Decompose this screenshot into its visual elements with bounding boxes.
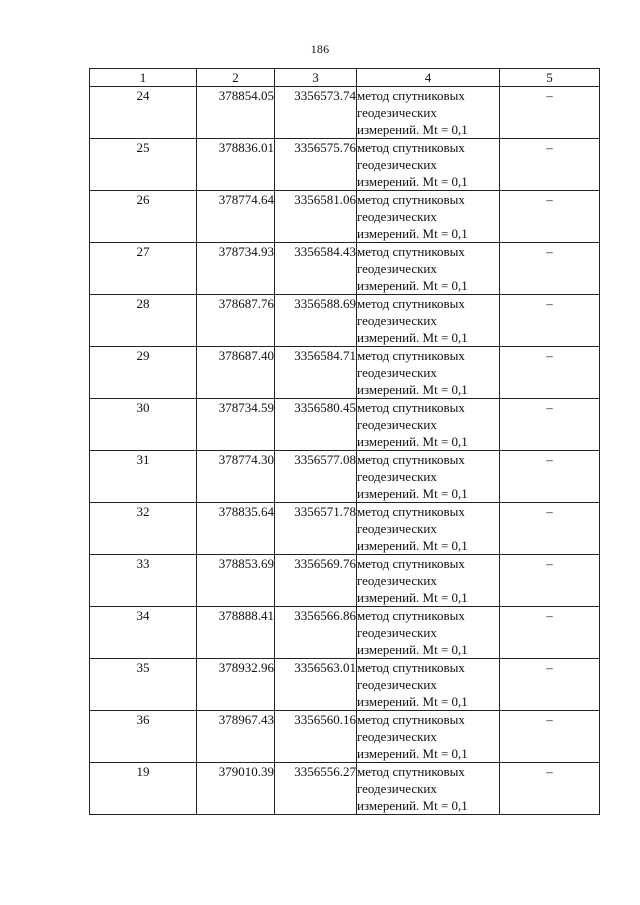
column-5-cell: – (500, 451, 600, 503)
point-number-cell: 28 (90, 295, 197, 347)
method-cell (357, 295, 500, 347)
table-row (90, 243, 600, 295)
point-number-cell: 35 (90, 659, 197, 711)
method-line-2: геодезических (357, 261, 437, 276)
y-coordinate-cell: 3356571.78 (275, 503, 357, 555)
method-cell (357, 347, 500, 399)
coordinates-table (89, 68, 600, 815)
x-coordinate-cell: 378853.69 (197, 555, 275, 607)
method-line-1: метод спутниковых (357, 504, 465, 519)
method-cell (357, 555, 500, 607)
method-line-3: измерений. Mt = 0,1 (357, 798, 468, 813)
table-row (90, 347, 600, 399)
y-coordinate-cell: 3356575.76 (275, 139, 357, 191)
table-row (90, 503, 600, 555)
column-5-cell: – (500, 607, 600, 659)
y-coordinate-cell: 3356569.76 (275, 555, 357, 607)
method-cell (357, 711, 500, 763)
method-line-1: метод спутниковых (357, 452, 465, 467)
method-cell (357, 139, 500, 191)
y-coordinate-cell: 3356584.43 (275, 243, 357, 295)
method-cell (357, 243, 500, 295)
method-cell (357, 191, 500, 243)
point-number-cell: 36 (90, 711, 197, 763)
point-number-cell: 24 (90, 87, 197, 139)
method-line-3: измерений. Mt = 0,1 (357, 590, 468, 605)
x-coordinate-cell: 378774.30 (197, 451, 275, 503)
method-line-2: геодезических (357, 417, 437, 432)
point-number-cell: 31 (90, 451, 197, 503)
method-line-2: геодезических (357, 105, 437, 120)
column-header-2: 2 (197, 69, 275, 87)
method-cell (357, 87, 500, 139)
page-number: 186 (310, 42, 330, 56)
column-5-cell: – (500, 295, 600, 347)
x-coordinate-cell: 378687.40 (197, 347, 275, 399)
point-number-cell: 27 (90, 243, 197, 295)
method-line-2: геодезических (357, 625, 437, 640)
column-5-cell: – (500, 399, 600, 451)
table-row (90, 399, 600, 451)
method-line-1: метод спутниковых (357, 660, 465, 675)
x-coordinate-cell: 378774.64 (197, 191, 275, 243)
table-row (90, 295, 600, 347)
y-coordinate-cell: 3356560.16 (275, 711, 357, 763)
column-5-cell: – (500, 503, 600, 555)
method-cell (357, 503, 500, 555)
column-5-cell: – (500, 87, 600, 139)
table-row (90, 711, 600, 763)
column-5-cell: – (500, 555, 600, 607)
y-coordinate-cell: 3356566.86 (275, 607, 357, 659)
x-coordinate-cell: 378854.05 (197, 87, 275, 139)
column-header-5: 5 (500, 69, 600, 87)
method-line-1: метод спутниковых (357, 608, 465, 623)
y-coordinate-cell: 3356588.69 (275, 295, 357, 347)
method-line-2: геодезических (357, 469, 437, 484)
point-number-cell: 29 (90, 347, 197, 399)
x-coordinate-cell: 378888.41 (197, 607, 275, 659)
method-line-1: метод спутниковых (357, 712, 465, 727)
y-coordinate-cell: 3356573.74 (275, 87, 357, 139)
table-row (90, 191, 600, 243)
y-coordinate-cell: 3356581.06 (275, 191, 357, 243)
point-number-cell: 32 (90, 503, 197, 555)
method-line-1: метод спутниковых (357, 556, 465, 571)
point-number-cell: 30 (90, 399, 197, 451)
column-header-3: 3 (275, 69, 357, 87)
x-coordinate-cell: 378836.01 (197, 139, 275, 191)
x-coordinate-cell: 378687.76 (197, 295, 275, 347)
method-cell (357, 607, 500, 659)
point-number-cell: 33 (90, 555, 197, 607)
y-coordinate-cell: 3356556.27 (275, 763, 357, 815)
x-coordinate-cell: 378967.43 (197, 711, 275, 763)
x-coordinate-cell: 378932.96 (197, 659, 275, 711)
method-line-3: измерений. Mt = 0,1 (357, 226, 468, 241)
column-5-cell: – (500, 191, 600, 243)
table-row (90, 763, 600, 815)
table-row (90, 139, 600, 191)
table-header (90, 69, 600, 87)
table-row (90, 87, 600, 139)
column-5-cell: – (500, 139, 600, 191)
x-coordinate-cell: 378734.59 (197, 399, 275, 451)
method-line-1: метод спутниковых (357, 192, 465, 207)
method-line-3: измерений. Mt = 0,1 (357, 486, 468, 501)
method-line-2: геодезических (357, 781, 437, 796)
method-line-3: измерений. Mt = 0,1 (357, 434, 468, 449)
method-line-1: метод спутниковых (357, 244, 465, 259)
method-line-2: геодезических (357, 677, 437, 692)
header-row (90, 69, 600, 87)
column-5-cell: – (500, 347, 600, 399)
x-coordinate-cell: 378835.64 (197, 503, 275, 555)
column-header-4: 4 (357, 69, 500, 87)
method-line-3: измерений. Mt = 0,1 (357, 694, 468, 709)
point-number-cell: 19 (90, 763, 197, 815)
method-cell (357, 659, 500, 711)
column-5-cell: – (500, 243, 600, 295)
y-coordinate-cell: 3356580.45 (275, 399, 357, 451)
y-coordinate-cell: 3356584.71 (275, 347, 357, 399)
method-line-3: измерений. Mt = 0,1 (357, 278, 468, 293)
method-line-1: метод спутниковых (357, 764, 465, 779)
x-coordinate-cell: 378734.93 (197, 243, 275, 295)
method-line-2: геодезических (357, 313, 437, 328)
table-body (90, 87, 600, 815)
column-5-cell: – (500, 711, 600, 763)
x-coordinate-cell: 379010.39 (197, 763, 275, 815)
method-cell (357, 399, 500, 451)
method-line-1: метод спутниковых (357, 348, 465, 363)
method-line-3: измерений. Mt = 0,1 (357, 746, 468, 761)
column-5-cell: – (500, 659, 600, 711)
method-line-3: измерений. Mt = 0,1 (357, 538, 468, 553)
method-line-3: измерений. Mt = 0,1 (357, 642, 468, 657)
column-5-cell: – (500, 763, 600, 815)
method-cell (357, 451, 500, 503)
method-line-1: метод спутниковых (357, 296, 465, 311)
method-cell (357, 763, 500, 815)
method-line-2: геодезических (357, 573, 437, 588)
method-line-2: геодезических (357, 365, 437, 380)
table-row (90, 555, 600, 607)
point-number-cell: 25 (90, 139, 197, 191)
column-header-1: 1 (90, 69, 197, 87)
table-row (90, 607, 600, 659)
method-line-3: измерений. Mt = 0,1 (357, 330, 468, 345)
table-row (90, 451, 600, 503)
point-number-cell: 34 (90, 607, 197, 659)
method-line-2: геодезических (357, 157, 437, 172)
method-line-3: измерений. Mt = 0,1 (357, 174, 468, 189)
method-line-2: геодезических (357, 729, 437, 744)
method-line-1: метод спутниковых (357, 88, 465, 103)
point-number-cell: 26 (90, 191, 197, 243)
y-coordinate-cell: 3356577.08 (275, 451, 357, 503)
method-line-3: измерений. Mt = 0,1 (357, 382, 468, 397)
y-coordinate-cell: 3356563.01 (275, 659, 357, 711)
table-row (90, 659, 600, 711)
method-line-2: геодезических (357, 521, 437, 536)
method-line-1: метод спутниковых (357, 400, 465, 415)
method-line-1: метод спутниковых (357, 140, 465, 155)
method-line-3: измерений. Mt = 0,1 (357, 122, 468, 137)
method-line-2: геодезических (357, 209, 437, 224)
